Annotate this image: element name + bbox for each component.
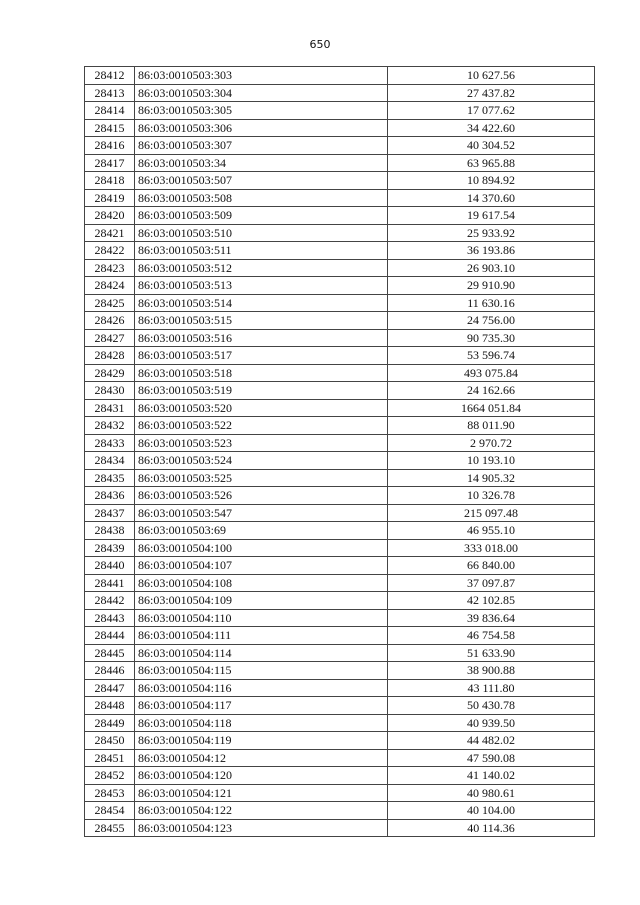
value-cell: 40 104.00 xyxy=(388,802,595,820)
cadastral-number-cell: 86:03:0010504:115 xyxy=(135,662,388,680)
cadastral-number-cell: 86:03:0010503:518 xyxy=(135,364,388,382)
row-number-cell: 28424 xyxy=(85,277,135,295)
value-cell: 19 617.54 xyxy=(388,207,595,225)
cadastral-number-cell: 86:03:0010503:520 xyxy=(135,399,388,417)
value-cell: 24 756.00 xyxy=(388,312,595,330)
row-number-cell: 28435 xyxy=(85,469,135,487)
table-row xyxy=(85,819,595,837)
table-row xyxy=(85,609,595,627)
cadastral-number-cell: 86:03:0010503:303 xyxy=(135,67,388,85)
cadastral-number-cell: 86:03:0010503:305 xyxy=(135,102,388,120)
cadastral-number-cell: 86:03:0010503:512 xyxy=(135,259,388,277)
row-number-cell: 28432 xyxy=(85,417,135,435)
value-cell: 34 422.60 xyxy=(388,119,595,137)
table-row xyxy=(85,382,595,400)
cadastral-value-table xyxy=(84,66,595,837)
cadastral-number-cell: 86:03:0010504:111 xyxy=(135,627,388,645)
table-row xyxy=(85,802,595,820)
value-cell: 46 754.58 xyxy=(388,627,595,645)
value-cell: 29 910.90 xyxy=(388,277,595,295)
value-cell: 43 111.80 xyxy=(388,679,595,697)
row-number-cell: 28426 xyxy=(85,312,135,330)
value-cell: 14 370.60 xyxy=(388,189,595,207)
value-cell: 63 965.88 xyxy=(388,154,595,172)
table-row xyxy=(85,504,595,522)
value-cell: 2 970.72 xyxy=(388,434,595,452)
table-row xyxy=(85,469,595,487)
cadastral-number-cell: 86:03:0010504:122 xyxy=(135,802,388,820)
row-number-cell: 28441 xyxy=(85,574,135,592)
cadastral-number-cell: 86:03:0010503:515 xyxy=(135,312,388,330)
row-number-cell: 28455 xyxy=(85,819,135,837)
row-number-cell: 28423 xyxy=(85,259,135,277)
row-number-cell: 28434 xyxy=(85,452,135,470)
cadastral-number-cell: 86:03:0010503:516 xyxy=(135,329,388,347)
cadastral-number-cell: 86:03:0010504:12 xyxy=(135,749,388,767)
cadastral-number-cell: 86:03:0010504:118 xyxy=(135,714,388,732)
value-cell: 53 596.74 xyxy=(388,347,595,365)
row-number-cell: 28427 xyxy=(85,329,135,347)
value-cell: 66 840.00 xyxy=(388,557,595,575)
cadastral-number-cell: 86:03:0010503:307 xyxy=(135,137,388,155)
table-row xyxy=(85,749,595,767)
value-cell: 90 735.30 xyxy=(388,329,595,347)
cadastral-number-cell: 86:03:0010503:513 xyxy=(135,277,388,295)
cadastral-number-cell: 86:03:0010503:510 xyxy=(135,224,388,242)
cadastral-number-cell: 86:03:0010504:116 xyxy=(135,679,388,697)
value-cell: 88 011.90 xyxy=(388,417,595,435)
value-cell: 36 193.86 xyxy=(388,242,595,260)
cadastral-number-cell: 86:03:0010504:109 xyxy=(135,592,388,610)
row-number-cell: 28445 xyxy=(85,644,135,662)
value-cell: 25 933.92 xyxy=(388,224,595,242)
table-row xyxy=(85,329,595,347)
table-row xyxy=(85,189,595,207)
table-row xyxy=(85,347,595,365)
table-row xyxy=(85,242,595,260)
row-number-cell: 28437 xyxy=(85,504,135,522)
table-row xyxy=(85,662,595,680)
cadastral-number-cell: 86:03:0010503:306 xyxy=(135,119,388,137)
row-number-cell: 28413 xyxy=(85,84,135,102)
row-number-cell: 28428 xyxy=(85,347,135,365)
cadastral-number-cell: 86:03:0010504:117 xyxy=(135,697,388,715)
value-cell: 50 430.78 xyxy=(388,697,595,715)
table-row xyxy=(85,767,595,785)
row-number-cell: 28431 xyxy=(85,399,135,417)
value-cell: 11 630.16 xyxy=(388,294,595,312)
cadastral-number-cell: 86:03:0010503:34 xyxy=(135,154,388,172)
table-row xyxy=(85,732,595,750)
row-number-cell: 28442 xyxy=(85,592,135,610)
table-row xyxy=(85,84,595,102)
cadastral-number-cell: 86:03:0010503:526 xyxy=(135,487,388,505)
row-number-cell: 28451 xyxy=(85,749,135,767)
value-cell: 40 114.36 xyxy=(388,819,595,837)
value-cell: 40 939.50 xyxy=(388,714,595,732)
cadastral-number-cell: 86:03:0010503:514 xyxy=(135,294,388,312)
row-number-cell: 28422 xyxy=(85,242,135,260)
table-row xyxy=(85,312,595,330)
table-row xyxy=(85,364,595,382)
row-number-cell: 28412 xyxy=(85,67,135,85)
cadastral-number-cell: 86:03:0010504:108 xyxy=(135,574,388,592)
value-cell: 24 162.66 xyxy=(388,382,595,400)
cadastral-number-cell: 86:03:0010503:522 xyxy=(135,417,388,435)
row-number-cell: 28417 xyxy=(85,154,135,172)
table-row xyxy=(85,277,595,295)
table-row xyxy=(85,154,595,172)
table-row xyxy=(85,644,595,662)
cadastral-number-cell: 86:03:0010504:107 xyxy=(135,557,388,575)
row-number-cell: 28438 xyxy=(85,522,135,540)
value-cell: 38 900.88 xyxy=(388,662,595,680)
cadastral-number-cell: 86:03:0010503:525 xyxy=(135,469,388,487)
table-row xyxy=(85,487,595,505)
value-cell: 10 326.78 xyxy=(388,487,595,505)
table-row xyxy=(85,67,595,85)
page-number: 650 xyxy=(309,38,331,51)
value-cell: 41 140.02 xyxy=(388,767,595,785)
table-row xyxy=(85,224,595,242)
table-row xyxy=(85,627,595,645)
table-row xyxy=(85,697,595,715)
cadastral-number-cell: 86:03:0010504:119 xyxy=(135,732,388,750)
table-row xyxy=(85,557,595,575)
row-number-cell: 28446 xyxy=(85,662,135,680)
value-cell: 14 905.32 xyxy=(388,469,595,487)
table-row xyxy=(85,539,595,557)
table-row xyxy=(85,592,595,610)
value-cell: 51 633.90 xyxy=(388,644,595,662)
cadastral-number-cell: 86:03:0010503:547 xyxy=(135,504,388,522)
cadastral-number-cell: 86:03:0010503:517 xyxy=(135,347,388,365)
table-row xyxy=(85,259,595,277)
value-cell: 46 955.10 xyxy=(388,522,595,540)
cadastral-number-cell: 86:03:0010504:121 xyxy=(135,784,388,802)
value-cell: 1664 051.84 xyxy=(388,399,595,417)
value-cell: 17 077.62 xyxy=(388,102,595,120)
table-row xyxy=(85,679,595,697)
cadastral-number-cell: 86:03:0010503:508 xyxy=(135,189,388,207)
value-cell: 333 018.00 xyxy=(388,539,595,557)
value-cell: 10 193.10 xyxy=(388,452,595,470)
value-cell: 10 894.92 xyxy=(388,172,595,190)
value-cell: 26 903.10 xyxy=(388,259,595,277)
value-cell: 27 437.82 xyxy=(388,84,595,102)
cadastral-number-cell: 86:03:0010504:120 xyxy=(135,767,388,785)
table-row xyxy=(85,434,595,452)
row-number-cell: 28421 xyxy=(85,224,135,242)
value-cell: 39 836.64 xyxy=(388,609,595,627)
row-number-cell: 28429 xyxy=(85,364,135,382)
table-row xyxy=(85,207,595,225)
row-number-cell: 28453 xyxy=(85,784,135,802)
row-number-cell: 28418 xyxy=(85,172,135,190)
cadastral-number-cell: 86:03:0010504:110 xyxy=(135,609,388,627)
table-row xyxy=(85,522,595,540)
row-number-cell: 28450 xyxy=(85,732,135,750)
cadastral-number-cell: 86:03:0010503:507 xyxy=(135,172,388,190)
value-cell: 37 097.87 xyxy=(388,574,595,592)
table-row xyxy=(85,574,595,592)
value-cell: 10 627.56 xyxy=(388,67,595,85)
row-number-cell: 28420 xyxy=(85,207,135,225)
value-cell: 47 590.08 xyxy=(388,749,595,767)
row-number-cell: 28433 xyxy=(85,434,135,452)
cadastral-number-cell: 86:03:0010504:114 xyxy=(135,644,388,662)
row-number-cell: 28443 xyxy=(85,609,135,627)
table-row xyxy=(85,102,595,120)
value-cell: 215 097.48 xyxy=(388,504,595,522)
table-row xyxy=(85,399,595,417)
value-cell: 493 075.84 xyxy=(388,364,595,382)
value-cell: 42 102.85 xyxy=(388,592,595,610)
table-row xyxy=(85,714,595,732)
table-row xyxy=(85,452,595,470)
cadastral-number-cell: 86:03:0010503:523 xyxy=(135,434,388,452)
row-number-cell: 28444 xyxy=(85,627,135,645)
row-number-cell: 28436 xyxy=(85,487,135,505)
row-number-cell: 28452 xyxy=(85,767,135,785)
cadastral-number-cell: 86:03:0010503:519 xyxy=(135,382,388,400)
row-number-cell: 28425 xyxy=(85,294,135,312)
table-row xyxy=(85,137,595,155)
value-cell: 44 482.02 xyxy=(388,732,595,750)
row-number-cell: 28448 xyxy=(85,697,135,715)
row-number-cell: 28430 xyxy=(85,382,135,400)
table-row xyxy=(85,172,595,190)
table-row xyxy=(85,119,595,137)
cadastral-number-cell: 86:03:0010504:123 xyxy=(135,819,388,837)
row-number-cell: 28440 xyxy=(85,557,135,575)
table-row xyxy=(85,294,595,312)
row-number-cell: 28454 xyxy=(85,802,135,820)
cadastral-number-cell: 86:03:0010503:524 xyxy=(135,452,388,470)
row-number-cell: 28447 xyxy=(85,679,135,697)
row-number-cell: 28439 xyxy=(85,539,135,557)
cadastral-number-cell: 86:03:0010503:509 xyxy=(135,207,388,225)
table-row xyxy=(85,417,595,435)
row-number-cell: 28415 xyxy=(85,119,135,137)
row-number-cell: 28414 xyxy=(85,102,135,120)
table-row xyxy=(85,784,595,802)
cadastral-number-cell: 86:03:0010504:100 xyxy=(135,539,388,557)
value-cell: 40 980.61 xyxy=(388,784,595,802)
table-body xyxy=(85,67,595,837)
cadastral-number-cell: 86:03:0010503:511 xyxy=(135,242,388,260)
value-cell: 40 304.52 xyxy=(388,137,595,155)
row-number-cell: 28416 xyxy=(85,137,135,155)
cadastral-number-cell: 86:03:0010503:304 xyxy=(135,84,388,102)
cadastral-number-cell: 86:03:0010503:69 xyxy=(135,522,388,540)
row-number-cell: 28419 xyxy=(85,189,135,207)
row-number-cell: 28449 xyxy=(85,714,135,732)
